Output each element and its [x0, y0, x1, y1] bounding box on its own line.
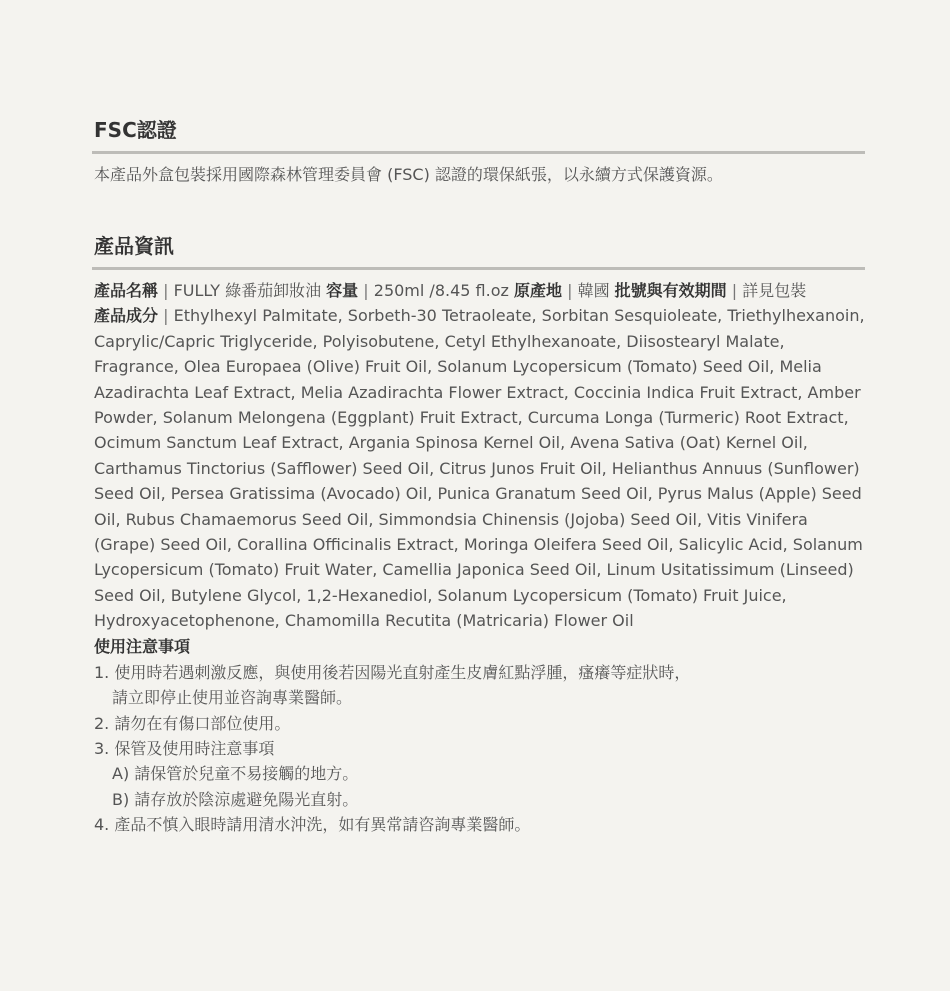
notice-item-4: 4. 產品不慎入眼時請用清水沖洗，如有異常請咨詢專業醫師。 [94, 815, 531, 835]
notice-item-3: 3. 保管及使用時注意事項 [94, 738, 275, 758]
fsc-divider [92, 151, 865, 154]
notice-title: 使用注意事項 [94, 636, 191, 656]
batch-label: 批號與有效期間 [614, 281, 727, 300]
volume-label: 容量 [326, 281, 359, 300]
separator: | [731, 281, 738, 300]
notice-item-2: 2. 請勿在有傷口部位使用。 [94, 713, 291, 733]
fsc-section [92, 115, 865, 187]
notice-item-1 [94, 660, 865, 711]
notice-item-1-line2: 請立即停止使用並咨詢專業醫師。 [112, 688, 353, 708]
product-info-section [92, 231, 865, 838]
product-info-body [94, 278, 865, 838]
volume-value: 250ml /8.45 fl.oz [373, 281, 509, 300]
notice-item-1-line1: 1. 使用時若遇刺激反應，與使用後若因陽光直射產生皮膚紅點浮腫，瘙癢等症狀時， [94, 662, 691, 682]
product-name-label: 產品名稱 [94, 281, 159, 300]
ingredients-value: Ethylhexyl Palmitate, Sorbeth-30 Tetraoleate, Sorbitan Sesquioleate, Triethylhexanoin, Caprylic/Capric Triglyceride, Polyisobutene, Cetyl Ethylhexanoate, Diisostearyl Malate, Fragrance, Olea Europaea (Olive) Fruit Oil, Solanum Lycopersicum (Tomato) Seed Oil, Melia Azadirachta Leaf Extract, Melia Azadirachta Flower Extract, Coccinia Indica Fruit Extract, Amber Powder, Solanum Melongena (Eggplant) Fruit Extract, Curcuma Longa (Turmeric) Root Extract, Ocimum Sanctum Leaf Extract, Argania Spinosa Kernel Oil, Avena Sativa (Oat) Kernel Oil, Carthamus Tinctorius (Safflower) Seed Oil, Citrus Junos Fruit Oil, Helianthus Annuus (Sunflower) Seed Oil, Persea Gratissima (Avocado) Oil, Punica Granatum Seed Oil, Pyrus Malus (Apple) Seed Oil, Rubus Chamaemorus Seed Oil, Simmondsia Chinensis (Jojoba) Seed Oil, Vitis Vinifera (Grape) Seed Oil, Corallina Officinalis Extract, Moringa Oleifera Seed Oil, Salicylic Acid, Solanum Lycopersicum (Tomato) Fruit Water, Camellia Japonica Seed Oil, Linum Usitatissimum (Linseed) Seed Oil, Butylene Glycol, 1,2-Hexanediol, Solanum Lycopersicum (Tomato) Fruit Juice, Hydroxyacetophenone, Chamomilla Recutita (Matricaria) Flower Oil [94, 306, 865, 631]
product-info-title: 產品資訊 [94, 234, 174, 258]
product-info-divider [92, 267, 865, 270]
fsc-title: FSC認證 [94, 118, 177, 142]
separator: | [363, 281, 369, 300]
content-wrapper [92, 115, 865, 838]
ingredients-label: 產品成分 [94, 306, 159, 326]
batch-value: 詳見包裝 [742, 281, 807, 300]
separator: | [163, 281, 169, 300]
notice-item-3a: A) 請保管於兒童不易接觸的地方。 [112, 764, 359, 784]
separator: | [567, 281, 573, 300]
origin-value: 韓國 [577, 281, 610, 300]
ingredients-paragraph [94, 303, 865, 633]
notice-list [94, 660, 865, 838]
product-name-value: FULLY 綠番茄卸妝油 [173, 281, 322, 300]
separator: | [163, 306, 169, 326]
product-meta-line [94, 278, 865, 303]
origin-label: 原產地 [513, 281, 562, 300]
notice-item-3b: B) 請存放於陰涼處避免陽光直射。 [112, 789, 359, 809]
fsc-text: 本產品外盒包裝採用國際森林管理委員會 (FSC) 認證的環保紙張，以永續方式保護資源。 [94, 165, 723, 184]
